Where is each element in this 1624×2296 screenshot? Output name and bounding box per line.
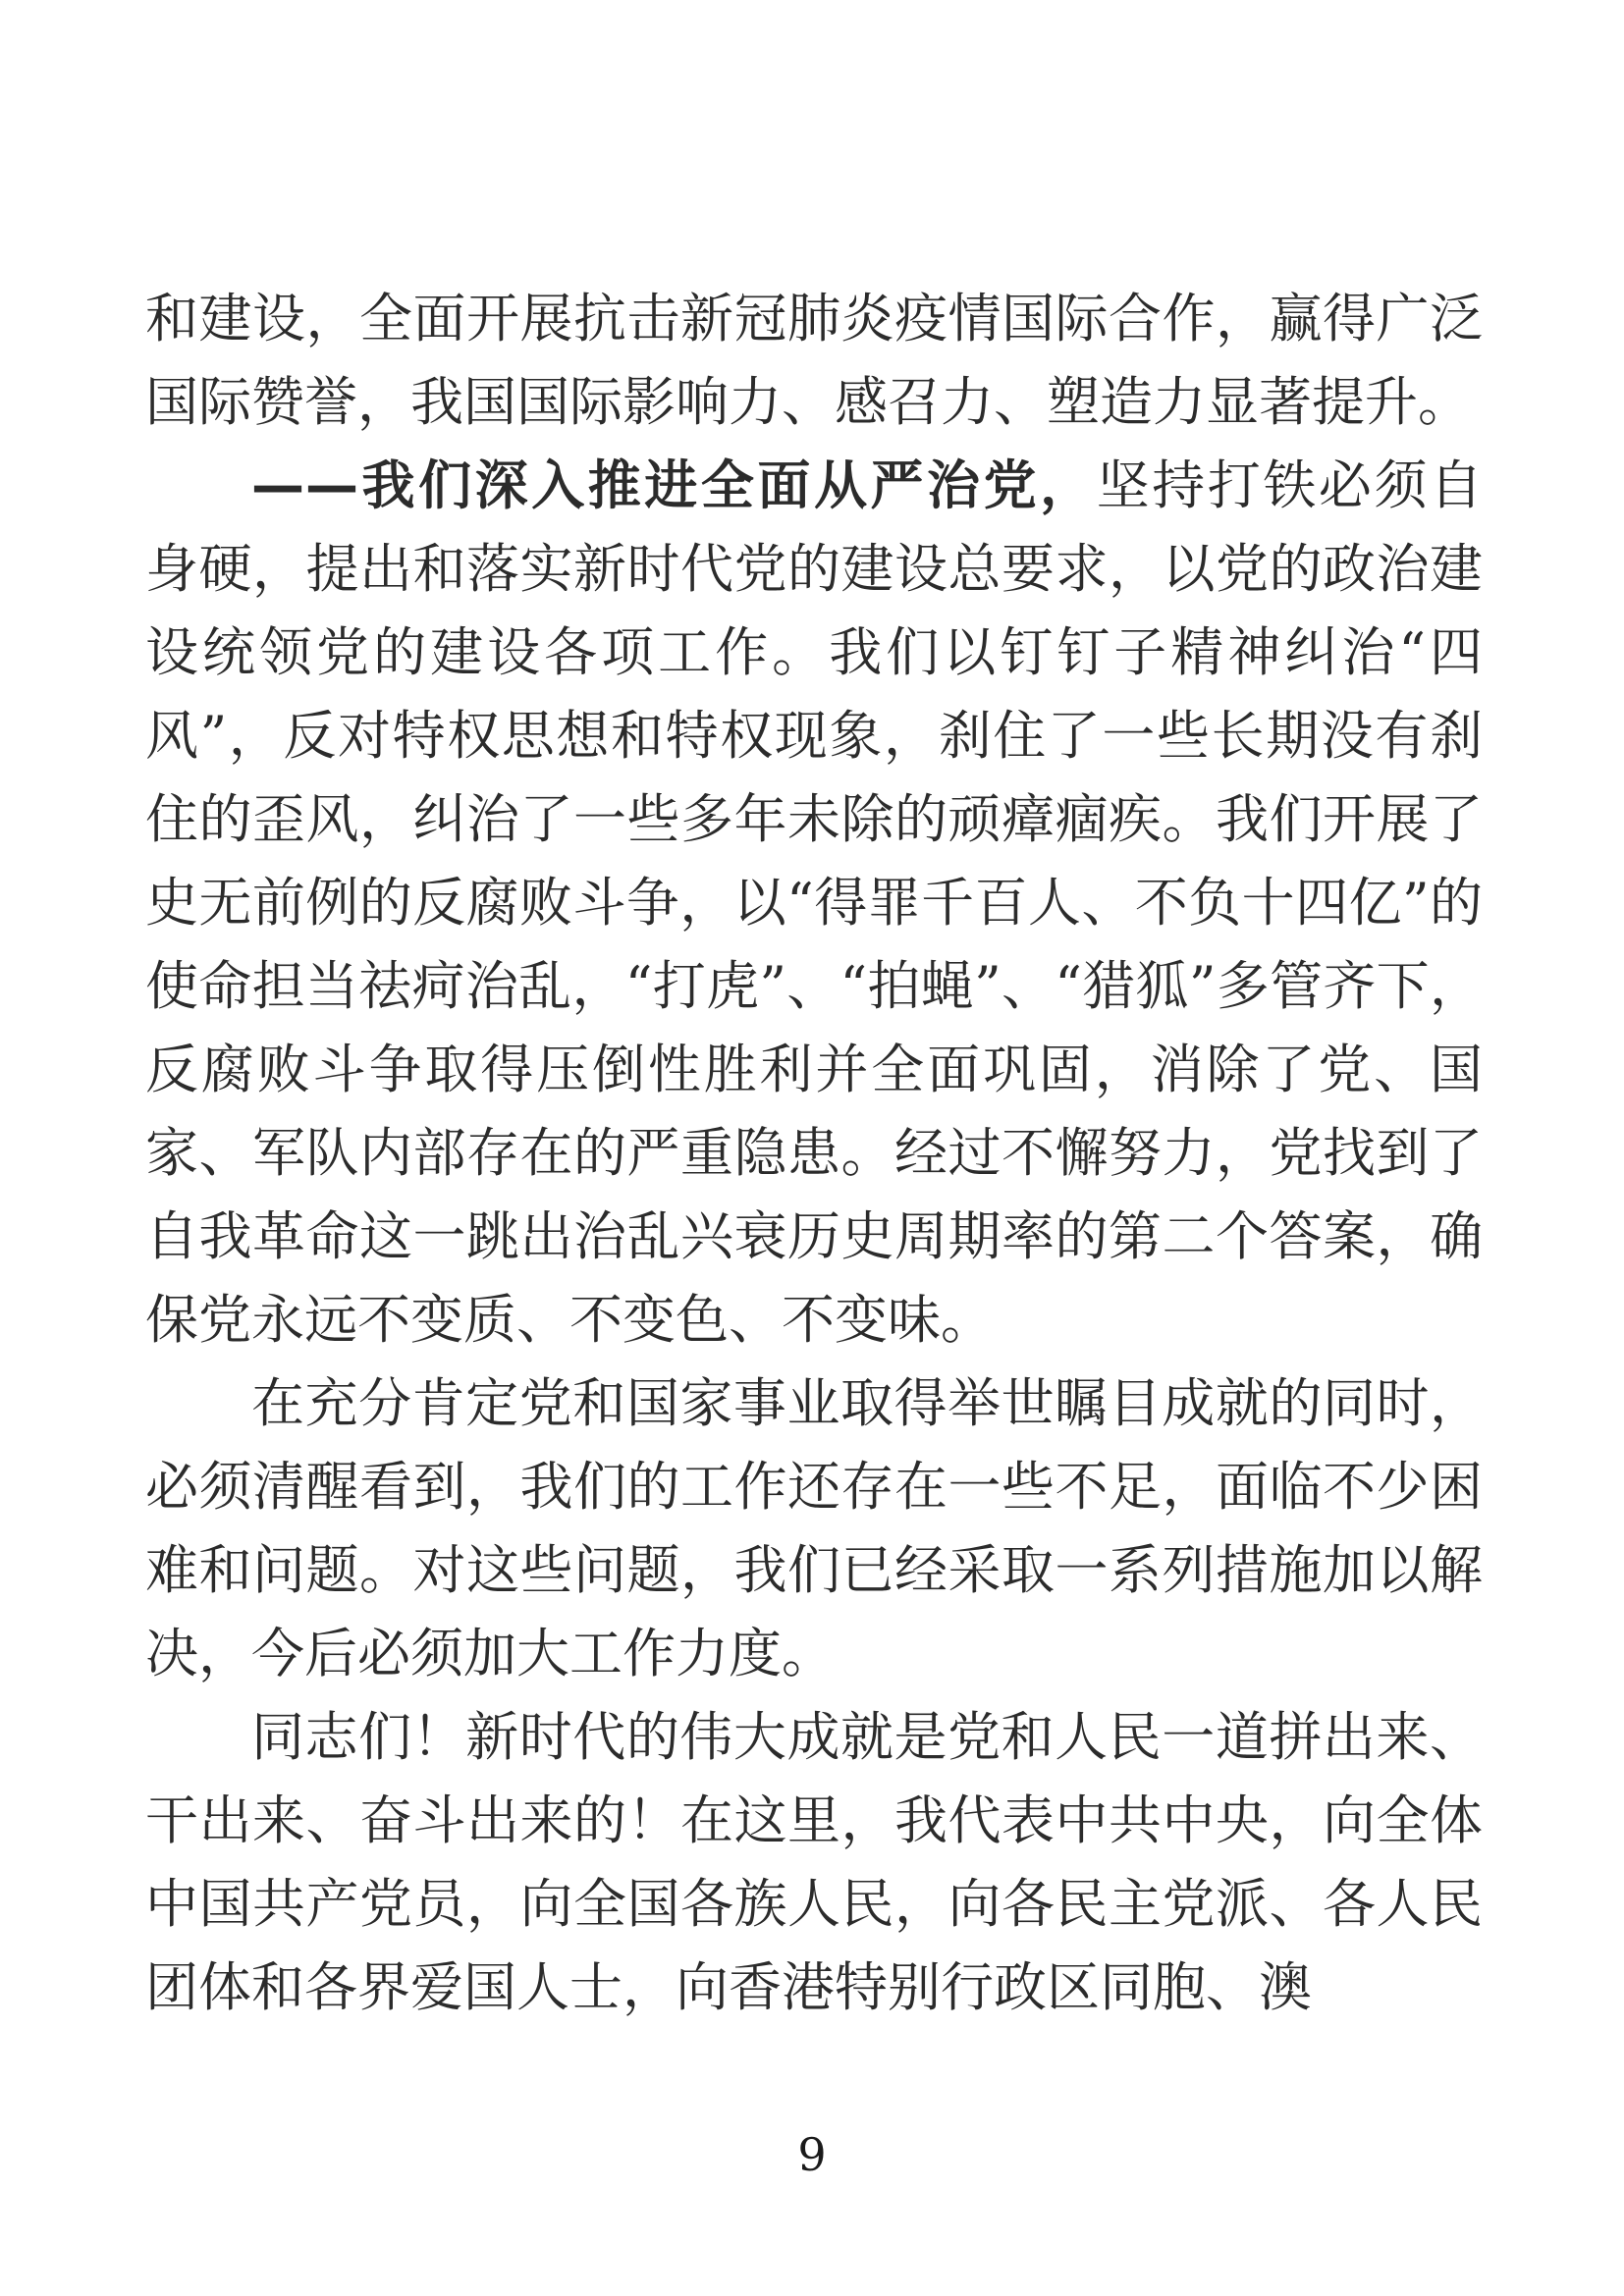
document-body	[145, 277, 1483, 2029]
text-run: 和建设，全面开展抗击新冠肺炎疫情国际合作，赢得广泛国际赞誉，我国国际影响力、感召力、塑造力显著提升。	[145, 288, 1483, 433]
paragraph	[145, 1695, 1483, 2029]
text-run: 同志们！新时代的伟大成就是党和人民一道拼出来、干出来、奋斗出来的！在这里，我代表中共中央，向全体中国共产党员，向全国各族人民，向各民主党派、各人民团体和各界爱国人士，向香港特别行政区同胞、澳	[145, 1706, 1483, 2018]
page-number: 9	[797, 2128, 827, 2181]
text-run: 在充分肯定党和国家事业取得举世瞩目成就的同时，必须清醒看到，我们的工作还存在一些不足，面临不少困难和问题。对这些问题，我们已经采取一系列措施加以解决，今后必须加大工作力度。	[145, 1372, 1483, 1684]
paragraph	[145, 444, 1483, 1362]
bold-text-run: ——我们深入推进全面从严治党，	[251, 454, 1097, 516]
paragraph	[145, 1362, 1483, 1695]
text-run: 坚持打铁必须自身硬，提出和落实新时代党的建设总要求，以党的政治建设统领党的建设各项工作。我们以钉钉子精神纠治“四风”，反对特权思想和特权现象，刹住了一些长期没有刹住的歪风，纠治了一些多年未除的顽瘴痼疾。我们开展了史无前例的反腐败斗争，以“得罪千百人、不负十四亿”的使命担当祛疴治乱，“打虎”、“拍蝇”、“猎狐”多管齐下，反腐败斗争取得压倒性胜利并全面巩固，消除了党、国家、军队内部存在的严重隐患。经过不懈努力，党找到了自我革命这一跳出治乱兴衰历史周期率的第二个答案，确保党永远不变质、不变色、不变味。	[145, 454, 1484, 1351]
paragraph	[145, 277, 1483, 444]
